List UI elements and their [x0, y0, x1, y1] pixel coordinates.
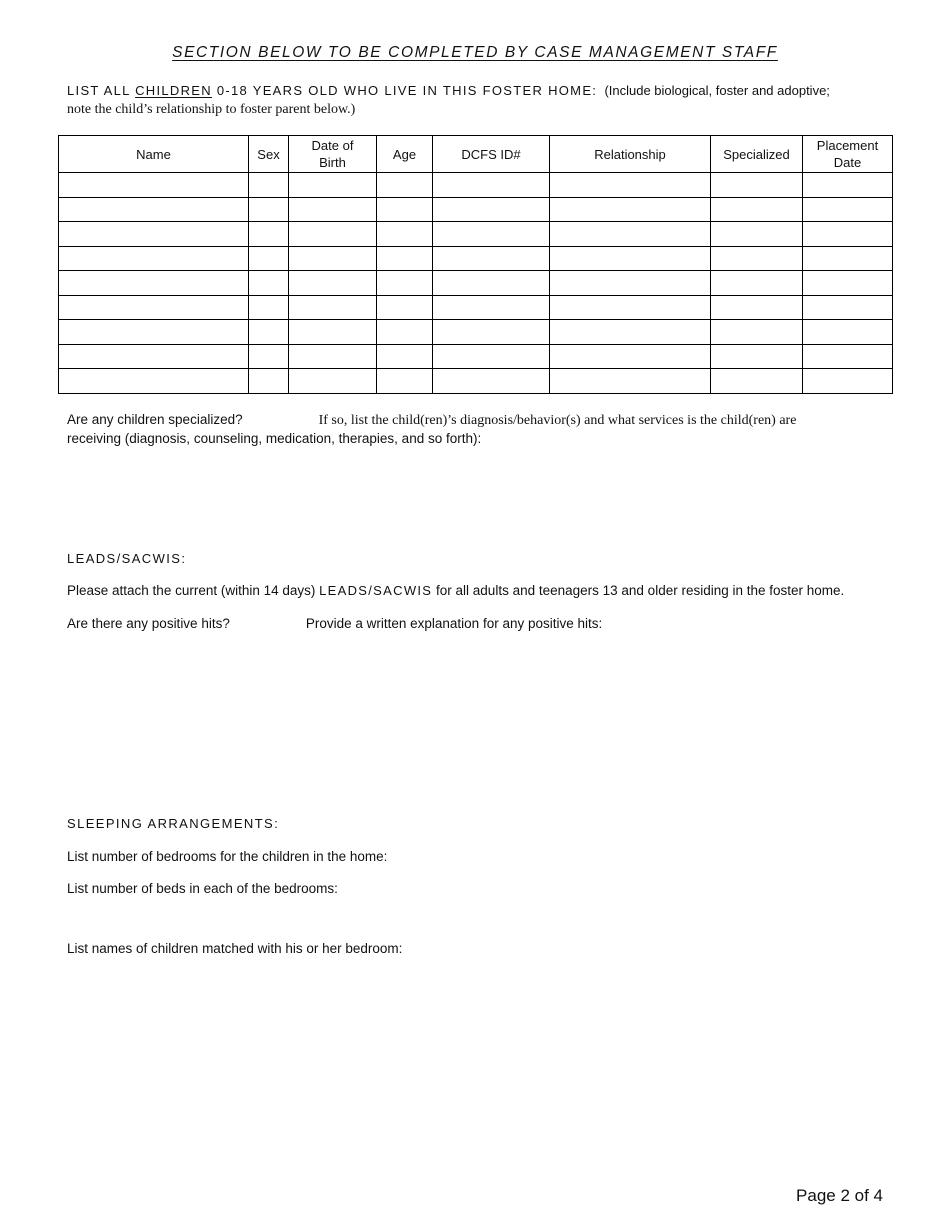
cell-relationship[interactable] — [550, 369, 711, 394]
cell-sex[interactable] — [249, 271, 289, 296]
cell-specialized[interactable] — [711, 320, 803, 345]
instruction-prefix: LIST ALL — [67, 83, 136, 98]
cell-sex[interactable] — [249, 369, 289, 394]
cell-sex[interactable] — [249, 173, 289, 198]
beds-prompt: List number of beds in each of the bedrooms: — [67, 881, 338, 896]
sleeping-heading: SLEEPING ARRANGEMENTS: — [67, 816, 280, 831]
cell-dcfs-id[interactable] — [433, 246, 550, 271]
cell-placement-date[interactable] — [803, 295, 893, 320]
cell-name[interactable] — [59, 197, 249, 222]
cell-specialized[interactable] — [711, 222, 803, 247]
cell-name[interactable] — [59, 246, 249, 271]
cell-sex[interactable] — [249, 246, 289, 271]
cell-date-of-birth[interactable] — [289, 369, 377, 394]
leads-attach-instruction — [67, 582, 883, 600]
cell-specialized[interactable] — [711, 173, 803, 198]
cell-age[interactable] — [377, 344, 433, 369]
instruction-note-1: (Include biological, foster and adoptive; — [604, 83, 830, 98]
header-name: Name — [59, 136, 249, 173]
cell-age[interactable] — [377, 173, 433, 198]
cell-specialized[interactable] — [711, 246, 803, 271]
positive-hits-question: Are there any positive hits? — [67, 616, 230, 631]
cell-dcfs-id[interactable] — [433, 173, 550, 198]
leads-heading: LEADS/SACWIS: — [67, 551, 187, 566]
cell-placement-date[interactable] — [803, 246, 893, 271]
cell-dcfs-id[interactable] — [433, 271, 550, 296]
children-table-body — [59, 173, 893, 394]
cell-specialized[interactable] — [711, 271, 803, 296]
specialized-question: Are any children specialized? — [67, 412, 243, 427]
specialized-question-block — [67, 411, 883, 448]
cell-date-of-birth[interactable] — [289, 271, 377, 296]
table-row — [59, 222, 893, 247]
specialized-followup-cont: receiving (diagnosis, counseling, medication, therapies, and so forth): — [67, 431, 482, 446]
specialized-followup: If so, list the child(ren)’s diagnosis/behavior(s) and what services is the child(ren) are — [318, 413, 797, 428]
cell-age[interactable] — [377, 246, 433, 271]
cell-age[interactable] — [377, 320, 433, 345]
cell-name[interactable] — [59, 271, 249, 296]
cell-specialized[interactable] — [711, 197, 803, 222]
cell-dcfs-id[interactable] — [433, 369, 550, 394]
cell-age[interactable] — [377, 295, 433, 320]
cell-relationship[interactable] — [550, 320, 711, 345]
header-specialized: Specialized — [711, 136, 803, 173]
header-age: Age — [377, 136, 433, 173]
bedrooms-prompt: List number of bedrooms for the children in the home: — [67, 849, 388, 864]
cell-placement-date[interactable] — [803, 369, 893, 394]
page-number: Page 2 of 4 — [796, 1186, 883, 1205]
table-row — [59, 344, 893, 369]
cell-relationship[interactable] — [550, 173, 711, 198]
cell-name[interactable] — [59, 344, 249, 369]
cell-specialized[interactable] — [711, 344, 803, 369]
instruction-suffix: 0-18 YEARS OLD WHO LIVE IN THIS FOSTER HOME: — [211, 83, 598, 98]
cell-specialized[interactable] — [711, 295, 803, 320]
leads-attach-part1: Please attach the current (within 14 days) — [67, 583, 320, 598]
cell-name[interactable] — [59, 320, 249, 345]
cell-date-of-birth[interactable] — [289, 344, 377, 369]
cell-relationship[interactable] — [550, 344, 711, 369]
cell-relationship[interactable] — [550, 295, 711, 320]
cell-name[interactable] — [59, 173, 249, 198]
bedroom-names-prompt: List names of children matched with his or her bedroom: — [67, 941, 403, 956]
cell-age[interactable] — [377, 369, 433, 394]
header-date-of-birth: Date of Birth — [289, 136, 377, 173]
cell-age[interactable] — [377, 222, 433, 247]
cell-placement-date[interactable] — [803, 271, 893, 296]
cell-date-of-birth[interactable] — [289, 295, 377, 320]
header-placement-date: Placement Date — [803, 136, 893, 173]
cell-date-of-birth[interactable] — [289, 222, 377, 247]
cell-date-of-birth[interactable] — [289, 320, 377, 345]
cell-sex[interactable] — [249, 295, 289, 320]
table-row — [59, 246, 893, 271]
header-sex: Sex — [249, 136, 289, 173]
cell-dcfs-id[interactable] — [433, 222, 550, 247]
cell-sex[interactable] — [249, 344, 289, 369]
cell-placement-date[interactable] — [803, 320, 893, 345]
cell-dcfs-id[interactable] — [433, 197, 550, 222]
header-dcfs-id: DCFS ID# — [433, 136, 550, 173]
positive-hits-line — [67, 615, 883, 633]
table-row — [59, 173, 893, 198]
table-header-row — [59, 136, 893, 173]
cell-placement-date[interactable] — [803, 222, 893, 247]
instruction-children-word: CHILDREN — [135, 83, 212, 98]
header-relationship: Relationship — [550, 136, 711, 173]
cell-placement-date[interactable] — [803, 173, 893, 198]
section-title: SECTION BELOW TO BE COMPLETED BY CASE MANAGEMENT STAFF — [172, 44, 778, 61]
cell-relationship[interactable] — [550, 197, 711, 222]
table-row — [59, 369, 893, 394]
cell-sex[interactable] — [249, 222, 289, 247]
cell-age[interactable] — [377, 197, 433, 222]
cell-relationship[interactable] — [550, 246, 711, 271]
cell-name[interactable] — [59, 222, 249, 247]
children-table — [58, 135, 893, 394]
cell-date-of-birth[interactable] — [289, 246, 377, 271]
cell-sex[interactable] — [249, 197, 289, 222]
leads-attach-caps: LEADS/SACWIS — [319, 583, 433, 598]
instruction-note-2: note the child’s relationship to foster parent below.) — [67, 102, 356, 117]
cell-relationship[interactable] — [550, 271, 711, 296]
table-row — [59, 295, 893, 320]
cell-name[interactable] — [59, 295, 249, 320]
cell-age[interactable] — [377, 271, 433, 296]
cell-date-of-birth[interactable] — [289, 173, 377, 198]
cell-name[interactable] — [59, 369, 249, 394]
cell-date-of-birth[interactable] — [289, 197, 377, 222]
cell-specialized[interactable] — [711, 369, 803, 394]
cell-relationship[interactable] — [550, 222, 711, 247]
cell-dcfs-id[interactable] — [433, 295, 550, 320]
positive-hits-explanation: Provide a written explanation for any positive hits: — [305, 616, 603, 631]
table-row — [59, 271, 893, 296]
cell-dcfs-id[interactable] — [433, 344, 550, 369]
children-instruction — [67, 82, 887, 119]
cell-placement-date[interactable] — [803, 197, 893, 222]
cell-dcfs-id[interactable] — [433, 320, 550, 345]
cell-sex[interactable] — [249, 320, 289, 345]
leads-attach-part2: for all adults and teenagers 13 and older residing in the foster home. — [432, 583, 845, 598]
table-row — [59, 197, 893, 222]
table-row — [59, 320, 893, 345]
cell-placement-date[interactable] — [803, 344, 893, 369]
